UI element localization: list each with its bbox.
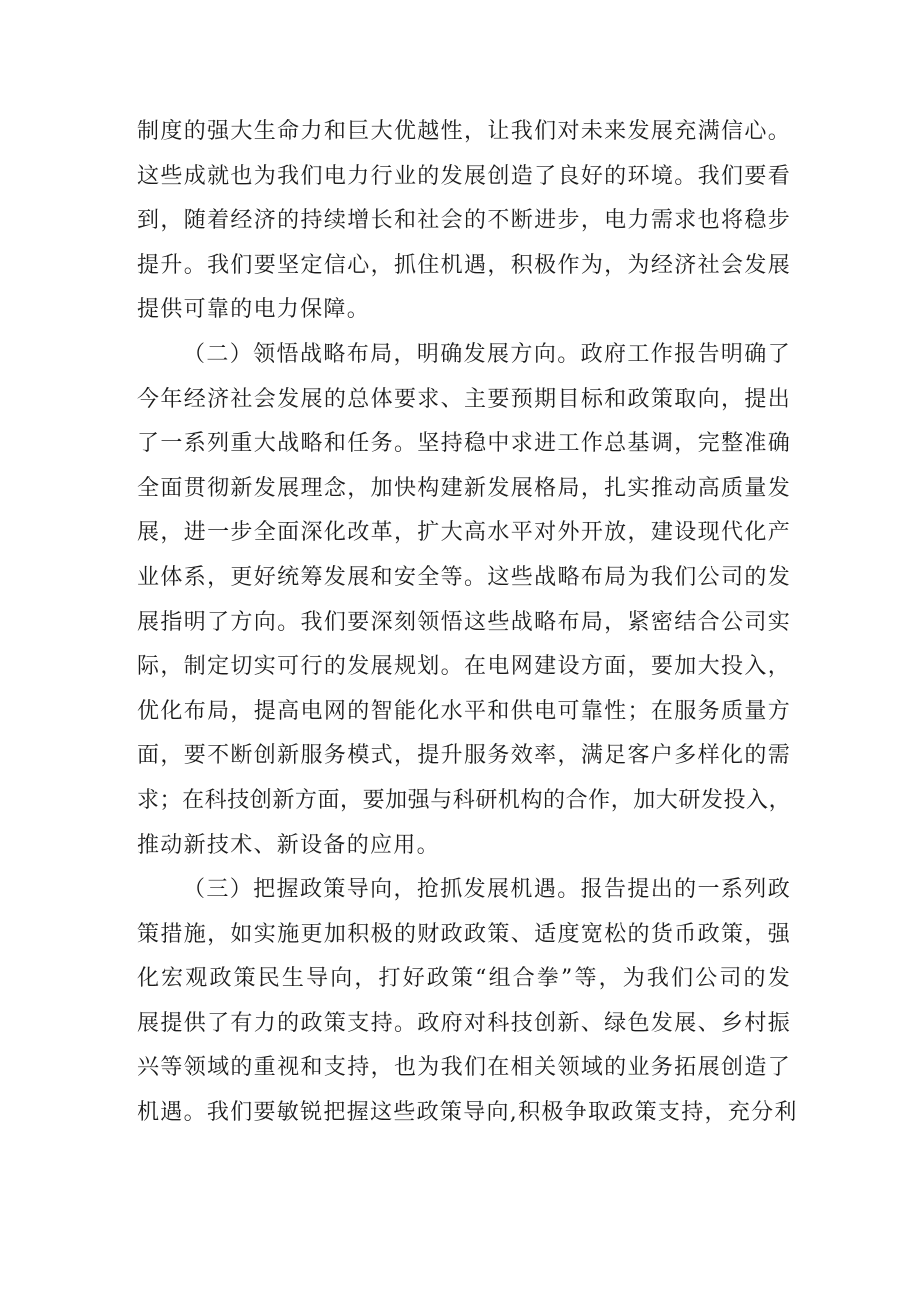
- text-line: 了一系列重大战略和任务。坚持稳中求进工作总基调，完整准确: [137, 431, 791, 457]
- section-heading-line: （二）领悟战略布局，明确发展方向。政府工作报告明确了: [183, 341, 791, 367]
- text-line: 求；在科技创新方面，要加强与科研机构的合作，加大研发投入，: [137, 787, 791, 813]
- paragraph: [137, 110, 791, 333]
- text-line: 展，进一步全面深化改革，扩大高水平对外开放，建设现代化产: [137, 520, 791, 546]
- paragraph-section-3: [137, 868, 798, 1136]
- text-line: 这些成就也为我们电力行业的发展创造了良好的环境。我们要看: [137, 163, 791, 189]
- text-line: 业体系，更好统筹发展和安全等。这些战略布局为我们公司的发: [137, 564, 791, 590]
- text-line: 机遇。我们要敏锐把握这些政策导向,积极争取政策支持，充分利: [137, 1100, 798, 1126]
- text-line: 优化布局，提高电网的智能化水平和供电可靠性；在服务质量方: [137, 698, 791, 724]
- section-heading-line: （三）把握政策导向，抢抓发展机遇。报告提出的一系列政: [183, 877, 791, 903]
- text-line: 今年经济社会发展的总体要求、主要预期目标和政策取向，提出: [137, 386, 791, 412]
- text-line: 到，随着经济的持续增长和社会的不断进步，电力需求也将稳步: [137, 208, 791, 234]
- text-line: 展提供了有力的政策支持。政府对科技创新、绿色发展、乡村振: [137, 1010, 791, 1036]
- text-line: 兴等领域的重视和支持，也为我们在相关领域的业务拓展创造了: [137, 1055, 791, 1081]
- text-line: 提供可靠的电力保障。: [137, 297, 371, 323]
- paragraph-section-2: [137, 333, 791, 868]
- text-line: 化宏观政策民生导向，打好政策“组合拳”等，为我们公司的发: [137, 966, 791, 992]
- text-line: 策措施，如实施更加积极的财政政策、适度宽松的货币政策，强: [137, 921, 791, 947]
- text-line: 面，要不断创新服务模式，提升服务效率，满足客户多样化的需: [137, 743, 791, 769]
- body-text: [137, 110, 798, 1136]
- text-line: 展指明了方向。我们要深刻领悟这些战略布局，紧密结合公司实: [137, 609, 791, 635]
- text-line: 全面贯彻新发展理念，加快构建新发展格局，扎实推动高质量发: [137, 475, 791, 501]
- text-line: 制度的强大生命力和巨大优越性，让我们对未来发展充满信心。: [137, 119, 791, 144]
- text-line: 际，制定切实可行的发展规划。在电网建设方面，要加大投入，: [137, 654, 791, 680]
- text-line: 推动新技术、新设备的应用。: [137, 832, 440, 858]
- text-line: 提升。我们要坚定信心，抓住机遇，积极作为，为经济社会发展: [137, 252, 791, 278]
